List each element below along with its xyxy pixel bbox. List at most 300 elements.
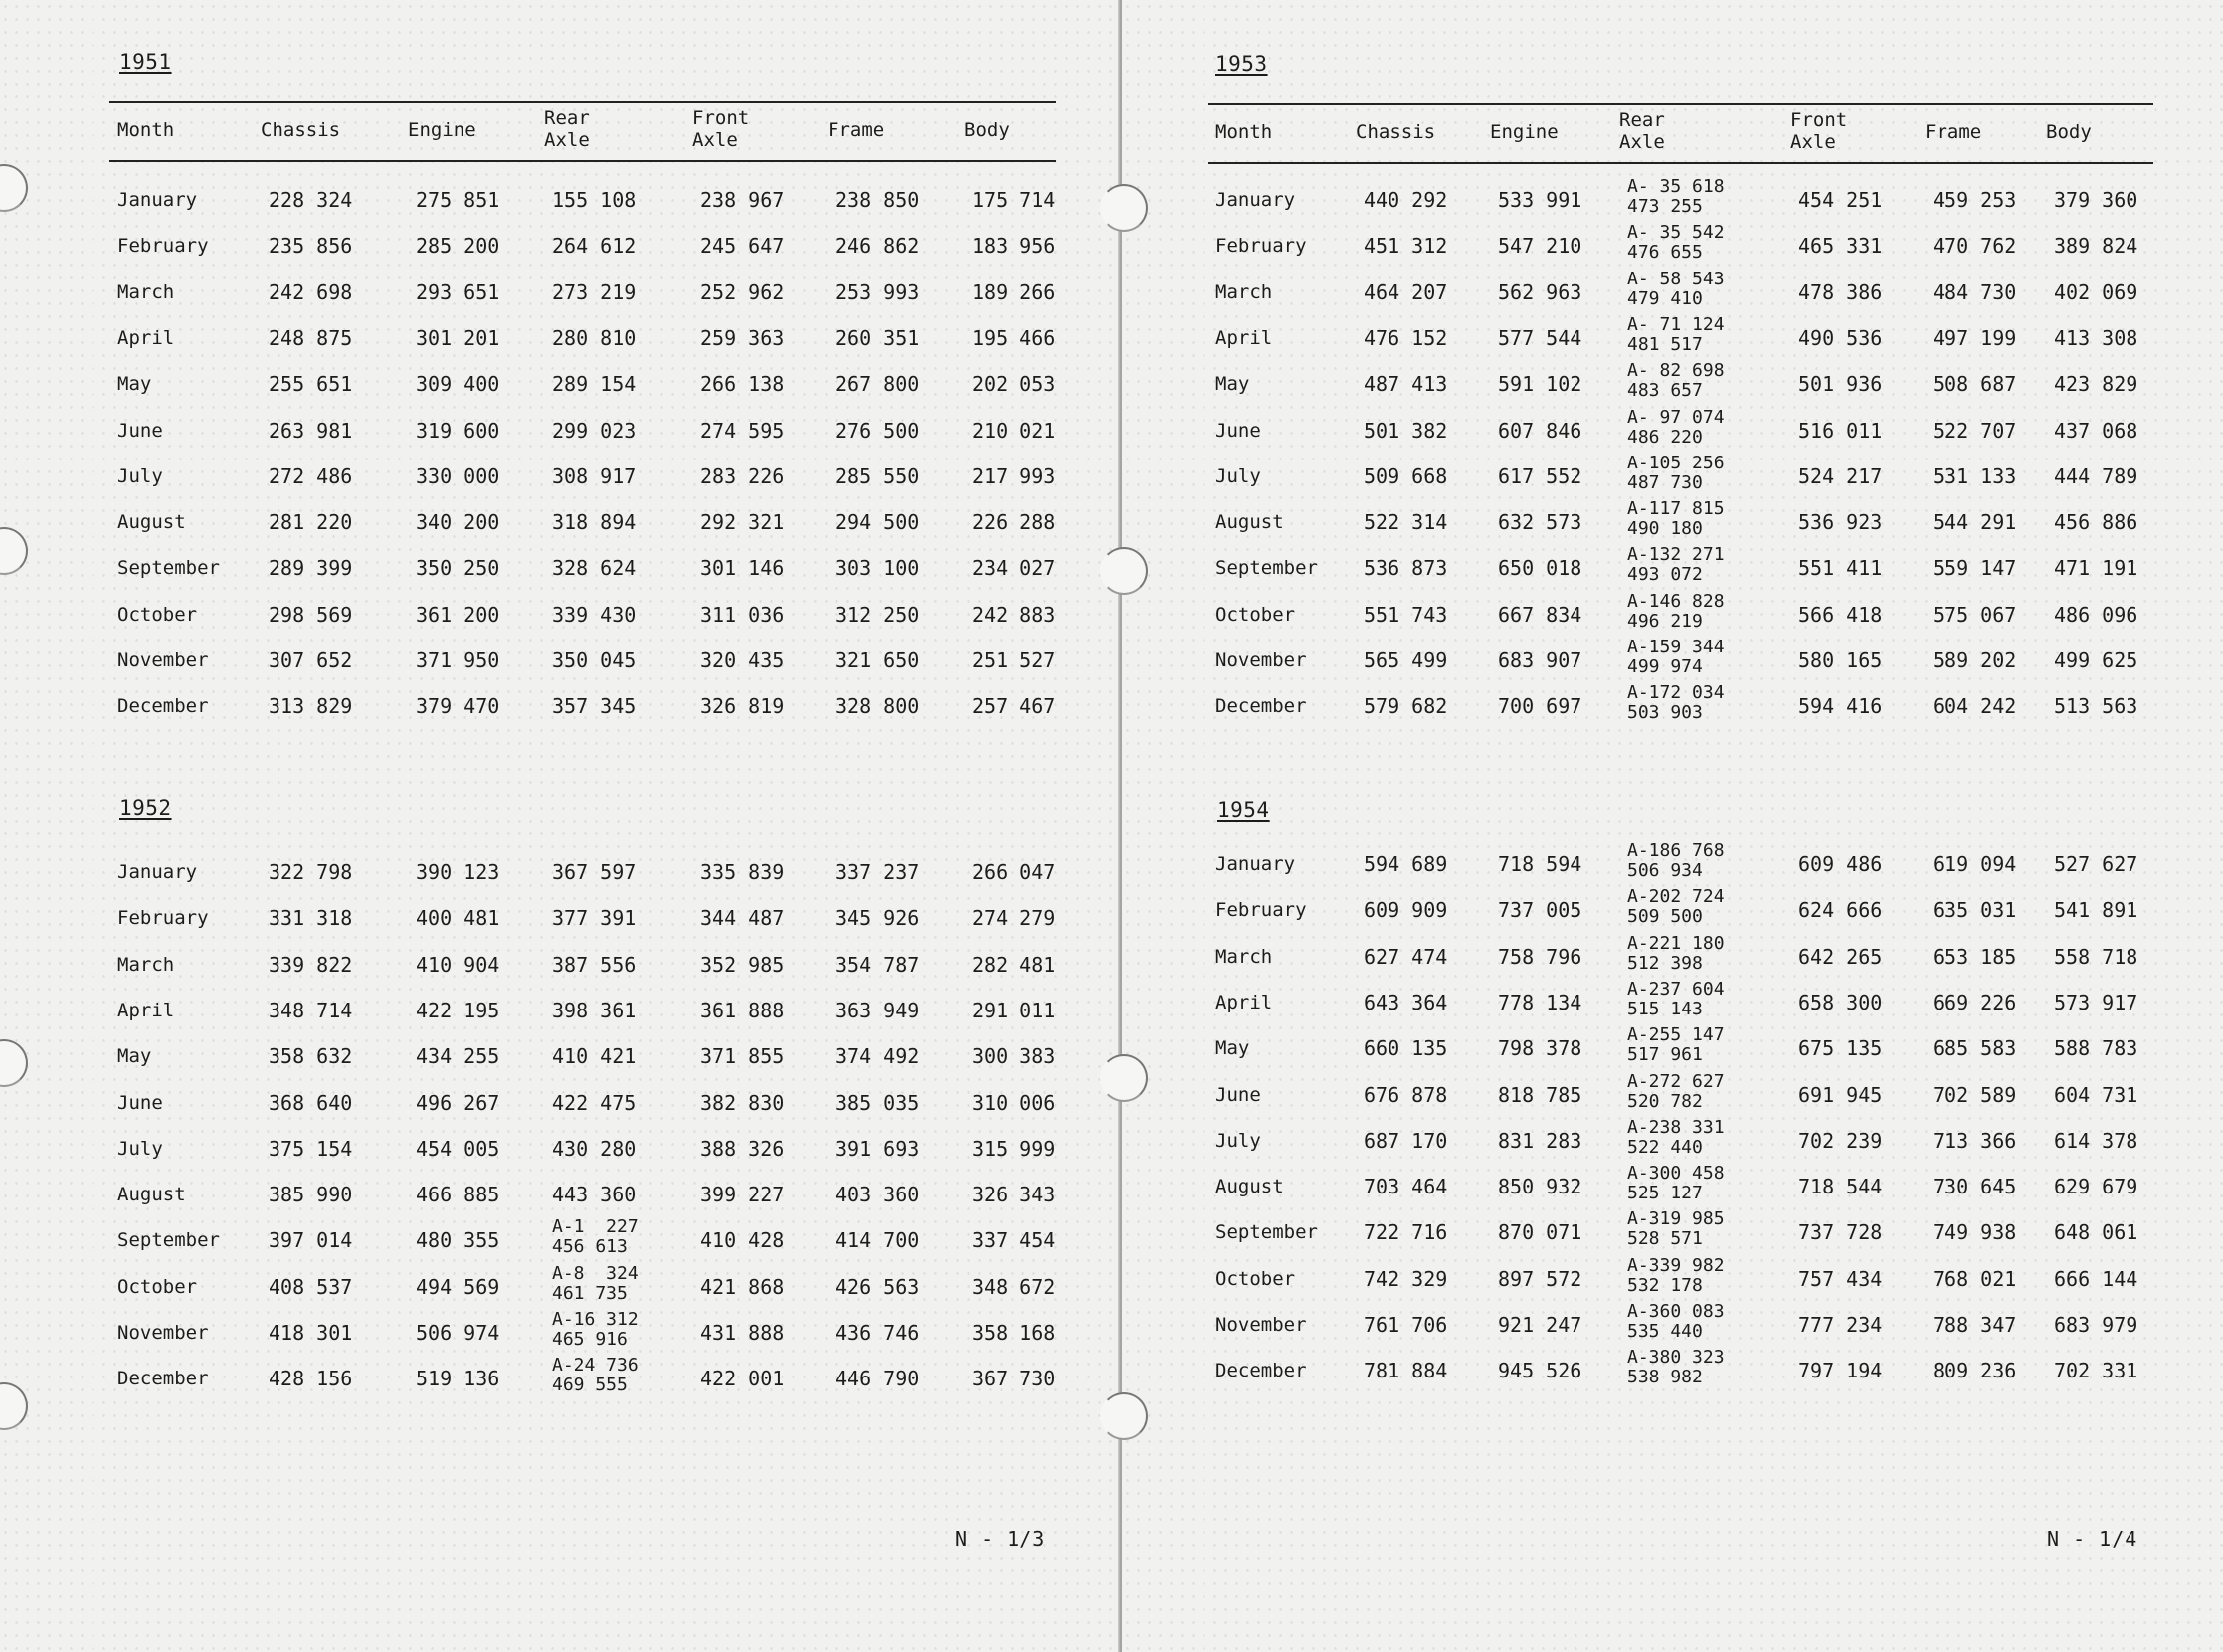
serial-number: 434 255 — [416, 1044, 500, 1069]
serial-number: 516 011 — [1798, 418, 1883, 443]
table-header — [1208, 103, 2153, 164]
serial-number: 619 094 — [1933, 852, 2017, 876]
serial-number: 624 666 — [1798, 898, 1883, 923]
binder-hole — [1100, 1054, 1148, 1102]
serial-number: 470 762 — [1933, 234, 2017, 259]
serial-number: 228 324 — [269, 188, 353, 212]
serial-number: A- 58 543 479 410 — [1627, 268, 1725, 309]
serial-number: 594 416 — [1798, 694, 1883, 719]
serial-number: 391 693 — [835, 1136, 920, 1161]
serial-number: 536 873 — [1364, 556, 1448, 581]
serial-number: 703 464 — [1364, 1175, 1448, 1199]
serial-number: 274 595 — [700, 418, 785, 443]
month-label: June — [1215, 1083, 1261, 1106]
serial-number: 280 810 — [552, 325, 637, 350]
serial-number: A-272 627 520 782 — [1627, 1070, 1725, 1112]
serial-number: 788 347 — [1933, 1313, 2017, 1337]
column-header: Front Axle — [692, 107, 750, 151]
serial-number: 643 364 — [1364, 990, 1448, 1014]
serial-number: 397 014 — [269, 1228, 353, 1253]
serial-number: 292 321 — [700, 510, 785, 535]
serial-number: 687 170 — [1364, 1128, 1448, 1153]
serial-number: 422 001 — [700, 1367, 785, 1391]
serial-number: 390 123 — [416, 860, 500, 884]
serial-number: 454 005 — [416, 1136, 500, 1161]
serial-number: 322 798 — [269, 860, 353, 884]
serial-number: 797 194 — [1798, 1359, 1883, 1383]
serial-number: A-300 458 525 127 — [1627, 1163, 1725, 1204]
serial-number: 331 318 — [269, 906, 353, 931]
serial-number: 669 226 — [1933, 990, 2017, 1014]
serial-number: 289 154 — [552, 372, 637, 397]
column-header: Engine — [408, 119, 476, 141]
serial-number: 403 360 — [835, 1183, 920, 1207]
serial-number: 487 413 — [1364, 372, 1448, 397]
month-label: February — [117, 907, 209, 930]
month-label: July — [117, 1137, 163, 1160]
serial-number: 617 552 — [1498, 463, 1582, 488]
serial-number: 367 597 — [552, 860, 637, 884]
serial-number: 281 220 — [269, 510, 353, 535]
serial-number: 870 071 — [1498, 1220, 1582, 1245]
serial-number: 486 096 — [2054, 602, 2138, 627]
serial-number: 565 499 — [1364, 648, 1448, 672]
serial-number: 573 917 — [2054, 990, 2138, 1014]
serial-number: 436 746 — [835, 1321, 920, 1345]
serial-number: 371 855 — [700, 1044, 785, 1069]
serial-number: 464 207 — [1364, 279, 1448, 304]
serial-number: 298 569 — [269, 602, 353, 627]
serial-number: 519 136 — [416, 1367, 500, 1391]
month-label: August — [1215, 1176, 1284, 1198]
serial-number: 580 165 — [1798, 648, 1883, 672]
serial-number: 718 544 — [1798, 1175, 1883, 1199]
serial-number: 443 360 — [552, 1183, 637, 1207]
serial-number: 242 883 — [972, 602, 1056, 627]
serial-number: 319 600 — [416, 418, 500, 443]
serial-number: 350 045 — [552, 648, 637, 672]
serial-number: 629 679 — [2054, 1175, 2138, 1199]
month-label: September — [1215, 557, 1318, 580]
serial-number: 210 021 — [972, 418, 1056, 443]
serial-number: A-146 828 496 219 — [1627, 590, 1725, 632]
serial-number: 607 846 — [1498, 418, 1582, 443]
serial-number: 291 011 — [972, 998, 1056, 1022]
serial-number: 566 418 — [1798, 602, 1883, 627]
serial-number: A-159 344 499 974 — [1627, 637, 1725, 677]
month-label: May — [117, 373, 152, 396]
serial-number: 666 144 — [2054, 1266, 2138, 1291]
serial-number: 702 589 — [1933, 1082, 2017, 1107]
serial-number: 653 185 — [1933, 944, 2017, 969]
serial-number: 667 834 — [1498, 602, 1582, 627]
serial-number: 506 974 — [416, 1321, 500, 1345]
serial-number: 257 467 — [972, 694, 1056, 719]
serial-number: 648 061 — [2054, 1220, 2138, 1245]
serial-number: 382 830 — [700, 1090, 785, 1115]
serial-number: 422 195 — [416, 998, 500, 1022]
serial-number: 513 563 — [2054, 694, 2138, 719]
serial-number: 326 343 — [972, 1183, 1056, 1207]
serial-number: 408 537 — [269, 1274, 353, 1299]
serial-number: 465 331 — [1798, 234, 1883, 259]
serial-number: 301 146 — [700, 556, 785, 581]
month-label: January — [117, 189, 198, 211]
month-label: December — [117, 695, 209, 718]
serial-number: 238 967 — [700, 188, 785, 212]
serial-number: 367 730 — [972, 1367, 1056, 1391]
serial-number: A-172 034 503 903 — [1627, 682, 1725, 724]
serial-number: 683 907 — [1498, 648, 1582, 672]
serial-number: 451 312 — [1364, 234, 1448, 259]
serial-number: 897 572 — [1498, 1266, 1582, 1291]
serial-number: 533 991 — [1498, 188, 1582, 212]
serial-number: A-117 815 490 180 — [1627, 498, 1725, 540]
serial-number: 266 138 — [700, 372, 785, 397]
serial-number: 437 068 — [2054, 418, 2138, 443]
serial-number: A-255 147 517 961 — [1627, 1024, 1725, 1066]
serial-number: 402 069 — [2054, 279, 2138, 304]
serial-number: 440 292 — [1364, 188, 1448, 212]
serial-number: 274 279 — [972, 906, 1056, 931]
serial-number: 398 361 — [552, 998, 637, 1022]
serial-number: 310 006 — [972, 1090, 1056, 1115]
serial-number: 551 411 — [1798, 556, 1883, 581]
serial-number: 155 108 — [552, 188, 637, 212]
page-right — [1122, 0, 2223, 1652]
month-label: December — [1215, 1360, 1307, 1382]
serial-number: 700 697 — [1498, 694, 1582, 719]
serial-number: A- 35 542 476 655 — [1627, 222, 1725, 264]
serial-number: 374 492 — [835, 1044, 920, 1069]
month-label: April — [1215, 326, 1273, 349]
serial-number: 308 917 — [552, 463, 637, 488]
serial-number: 339 430 — [552, 602, 637, 627]
serial-number: 363 949 — [835, 998, 920, 1022]
serial-number: 522 707 — [1933, 418, 2017, 443]
serial-number: 421 868 — [700, 1274, 785, 1299]
serial-number: 459 253 — [1933, 188, 2017, 212]
serial-number: 358 168 — [972, 1321, 1056, 1345]
serial-number: 195 466 — [972, 325, 1056, 350]
serial-number: 480 355 — [416, 1228, 500, 1253]
serial-number: A- 71 124 481 517 — [1627, 313, 1725, 355]
month-label: November — [117, 649, 209, 671]
serial-number: A-202 724 509 500 — [1627, 886, 1725, 928]
serial-number: 685 583 — [1933, 1036, 2017, 1061]
serial-number: 320 435 — [700, 648, 785, 672]
column-header: Rear Axle — [544, 107, 590, 151]
serial-number: 541 891 — [2054, 898, 2138, 923]
serial-number: 713 366 — [1933, 1128, 2017, 1153]
serial-number: 757 434 — [1798, 1266, 1883, 1291]
serial-number: 318 894 — [552, 510, 637, 535]
column-header: Month — [117, 119, 175, 141]
column-header: Body — [964, 119, 1010, 141]
serial-number: 328 800 — [835, 694, 920, 719]
serial-number: 361 888 — [700, 998, 785, 1022]
serial-number: 175 714 — [972, 188, 1056, 212]
serial-number: 761 706 — [1364, 1313, 1448, 1337]
serial-number: 238 850 — [835, 188, 920, 212]
serial-number: 337 237 — [835, 860, 920, 884]
month-label: February — [1215, 899, 1307, 922]
serial-number: 456 886 — [2054, 510, 2138, 535]
serial-number: 276 500 — [835, 418, 920, 443]
serial-number: 385 990 — [269, 1183, 353, 1207]
serial-number: 289 399 — [269, 556, 353, 581]
year-heading: 1954 — [1217, 798, 1270, 822]
serial-number: 248 875 — [269, 325, 353, 350]
serial-number: 400 481 — [416, 906, 500, 931]
month-label: March — [117, 953, 175, 976]
column-header: Chassis — [261, 119, 341, 141]
serial-number: A-360 083 535 440 — [1627, 1301, 1725, 1342]
serial-number: A- 35 618 473 255 — [1627, 176, 1725, 217]
serial-number: 508 687 — [1933, 372, 2017, 397]
month-label: March — [1215, 945, 1273, 968]
month-label: September — [117, 1229, 220, 1252]
serial-number: 340 200 — [416, 510, 500, 535]
month-label: September — [1215, 1221, 1318, 1244]
serial-number: 379 470 — [416, 694, 500, 719]
year-heading: 1953 — [1215, 52, 1268, 76]
serial-number: 358 632 — [269, 1044, 353, 1069]
serial-number: 588 783 — [2054, 1036, 2138, 1061]
serial-number: 418 301 — [269, 1321, 353, 1345]
page-number: N - 1/3 — [955, 1527, 1046, 1551]
serial-number: 357 345 — [552, 694, 637, 719]
serial-number: 614 378 — [2054, 1128, 2138, 1153]
serial-number: 368 640 — [269, 1090, 353, 1115]
page-number: N - 1/4 — [2047, 1527, 2138, 1551]
serial-number: 466 885 — [416, 1183, 500, 1207]
serial-number: A-319 985 528 571 — [1627, 1208, 1725, 1250]
serial-number: 809 236 — [1933, 1359, 2017, 1383]
serial-number: 768 021 — [1933, 1266, 2017, 1291]
serial-number: 658 300 — [1798, 990, 1883, 1014]
serial-number: 604 242 — [1933, 694, 2017, 719]
serial-number: 255 651 — [269, 372, 353, 397]
serial-number: 253 993 — [835, 279, 920, 304]
serial-number: 722 716 — [1364, 1220, 1448, 1245]
serial-number: 635 031 — [1933, 898, 2017, 923]
serial-number: 454 251 — [1798, 188, 1883, 212]
serial-number: 389 824 — [2054, 234, 2138, 259]
year-heading: 1952 — [119, 796, 172, 820]
serial-number: A-339 982 532 178 — [1627, 1254, 1725, 1296]
serial-number: 691 945 — [1798, 1082, 1883, 1107]
serial-number: A-8 324 461 735 — [552, 1262, 639, 1304]
serial-number: 344 487 — [700, 906, 785, 931]
month-label: September — [117, 557, 220, 580]
serial-number: 921 247 — [1498, 1313, 1582, 1337]
serial-number: 742 329 — [1364, 1266, 1448, 1291]
serial-number: 246 862 — [835, 234, 920, 259]
serial-number: 551 743 — [1364, 602, 1448, 627]
serial-number: 275 851 — [416, 188, 500, 212]
serial-number: 431 888 — [700, 1321, 785, 1345]
serial-number: 266 047 — [972, 860, 1056, 884]
serial-number: 676 878 — [1364, 1082, 1448, 1107]
serial-number: 702 331 — [2054, 1359, 2138, 1383]
serial-number: 264 612 — [552, 234, 637, 259]
month-label: August — [117, 511, 186, 534]
serial-number: 339 822 — [269, 952, 353, 977]
column-header: Engine — [1490, 121, 1559, 143]
serial-number: 737 728 — [1798, 1220, 1883, 1245]
serial-number: 361 200 — [416, 602, 500, 627]
serial-number: 536 923 — [1798, 510, 1883, 535]
column-header: Chassis — [1356, 121, 1436, 143]
serial-number: 632 573 — [1498, 510, 1582, 535]
serial-number: 299 023 — [552, 418, 637, 443]
serial-number: 189 266 — [972, 279, 1056, 304]
serial-number: A-186 768 506 934 — [1627, 840, 1725, 881]
month-label: December — [117, 1368, 209, 1390]
serial-number: 531 133 — [1933, 463, 2017, 488]
serial-number: 798 378 — [1498, 1036, 1582, 1061]
serial-number: 444 789 — [2054, 463, 2138, 488]
serial-number: 267 800 — [835, 372, 920, 397]
serial-number: 307 652 — [269, 648, 353, 672]
serial-number: 326 819 — [700, 694, 785, 719]
serial-number: 335 839 — [700, 860, 785, 884]
serial-number: 226 288 — [972, 510, 1056, 535]
serial-number: 263 981 — [269, 418, 353, 443]
month-label: August — [1215, 511, 1284, 534]
column-header: Front Axle — [1790, 109, 1848, 153]
serial-number: 294 500 — [835, 510, 920, 535]
serial-number: 446 790 — [835, 1367, 920, 1391]
serial-number: 497 199 — [1933, 325, 2017, 350]
serial-number: 260 351 — [835, 325, 920, 350]
serial-number: A-105 256 487 730 — [1627, 452, 1725, 493]
serial-number: 285 200 — [416, 234, 500, 259]
serial-number: 660 135 — [1364, 1036, 1448, 1061]
serial-number: 675 135 — [1798, 1036, 1883, 1061]
month-label: July — [1215, 464, 1261, 487]
serial-number: 850 932 — [1498, 1175, 1582, 1199]
month-label: April — [1215, 991, 1273, 1013]
month-label: August — [117, 1184, 186, 1206]
serial-number: 430 280 — [552, 1136, 637, 1161]
serial-number: 283 226 — [700, 463, 785, 488]
serial-number: 375 154 — [269, 1136, 353, 1161]
serial-number: 737 005 — [1498, 898, 1582, 923]
serial-number: 321 650 — [835, 648, 920, 672]
serial-number: 484 730 — [1933, 279, 2017, 304]
serial-number: 350 250 — [416, 556, 500, 581]
serial-number: 501 936 — [1798, 372, 1883, 397]
serial-number: 471 191 — [2054, 556, 2138, 581]
serial-number: 496 267 — [416, 1090, 500, 1115]
month-label: February — [117, 235, 209, 258]
serial-number: 414 700 — [835, 1228, 920, 1253]
serial-number: 217 993 — [972, 463, 1056, 488]
serial-number: A-1 227 456 613 — [552, 1216, 639, 1258]
serial-number: 478 386 — [1798, 279, 1883, 304]
serial-number: 544 291 — [1933, 510, 2017, 535]
serial-number: 499 625 — [2054, 648, 2138, 672]
serial-number: 259 363 — [700, 325, 785, 350]
serial-number: 702 239 — [1798, 1128, 1883, 1153]
month-label: June — [1215, 419, 1261, 442]
serial-number: 309 400 — [416, 372, 500, 397]
serial-number: 509 668 — [1364, 463, 1448, 488]
month-label: December — [1215, 695, 1307, 718]
month-label: November — [1215, 1314, 1307, 1336]
serial-number: 831 283 — [1498, 1128, 1582, 1153]
serial-number: 348 672 — [972, 1274, 1056, 1299]
serial-number: 242 698 — [269, 279, 353, 304]
serial-number: 501 382 — [1364, 418, 1448, 443]
month-label: March — [117, 280, 175, 303]
serial-number: 577 544 — [1498, 325, 1582, 350]
serial-number: 778 134 — [1498, 990, 1582, 1014]
serial-number: 315 999 — [972, 1136, 1056, 1161]
serial-number: A-16 312 465 916 — [552, 1309, 639, 1350]
column-header: Frame — [1925, 121, 1982, 143]
serial-number: 558 718 — [2054, 944, 2138, 969]
serial-number: 377 391 — [552, 906, 637, 931]
serial-number: 422 475 — [552, 1090, 637, 1115]
column-header: Rear Axle — [1619, 109, 1665, 153]
month-label: November — [117, 1322, 209, 1344]
binder-hole — [1100, 1392, 1148, 1440]
binder-hole — [1100, 547, 1148, 595]
serial-number: 234 027 — [972, 556, 1056, 581]
serial-number: 730 645 — [1933, 1175, 2017, 1199]
serial-number: 547 210 — [1498, 234, 1582, 259]
serial-number: 371 950 — [416, 648, 500, 672]
month-label: October — [1215, 1267, 1296, 1290]
serial-number: 562 963 — [1498, 279, 1582, 304]
month-label: October — [1215, 603, 1296, 626]
serial-number: 410 421 — [552, 1044, 637, 1069]
column-header: Month — [1215, 121, 1273, 143]
serial-number: 575 067 — [1933, 602, 2017, 627]
serial-number: 579 682 — [1364, 694, 1448, 719]
serial-number: 303 100 — [835, 556, 920, 581]
serial-number: 312 250 — [835, 602, 920, 627]
serial-number: 337 454 — [972, 1228, 1056, 1253]
serial-number: 410 428 — [700, 1228, 785, 1253]
month-label: October — [117, 603, 198, 626]
serial-number: 311 036 — [700, 602, 785, 627]
month-label: June — [117, 1091, 163, 1114]
year-heading: 1951 — [119, 50, 172, 74]
serial-number: A-380 323 538 982 — [1627, 1347, 1725, 1388]
serial-number: 313 829 — [269, 694, 353, 719]
month-label: June — [117, 419, 163, 442]
serial-number: A-221 180 512 398 — [1627, 932, 1725, 974]
serial-number: 410 904 — [416, 952, 500, 977]
serial-number: 413 308 — [2054, 325, 2138, 350]
month-label: July — [1215, 1129, 1261, 1152]
serial-number: A-238 331 522 440 — [1627, 1116, 1725, 1158]
serial-number: 251 527 — [972, 648, 1056, 672]
serial-number: 650 018 — [1498, 556, 1582, 581]
month-label: February — [1215, 235, 1307, 258]
serial-number: 300 383 — [972, 1044, 1056, 1069]
serial-number: 354 787 — [835, 952, 920, 977]
serial-number: 328 624 — [552, 556, 637, 581]
serial-number: A-132 271 493 072 — [1627, 544, 1725, 586]
month-label: May — [1215, 1037, 1250, 1060]
serial-number: 594 689 — [1364, 852, 1448, 876]
serial-number: 293 651 — [416, 279, 500, 304]
